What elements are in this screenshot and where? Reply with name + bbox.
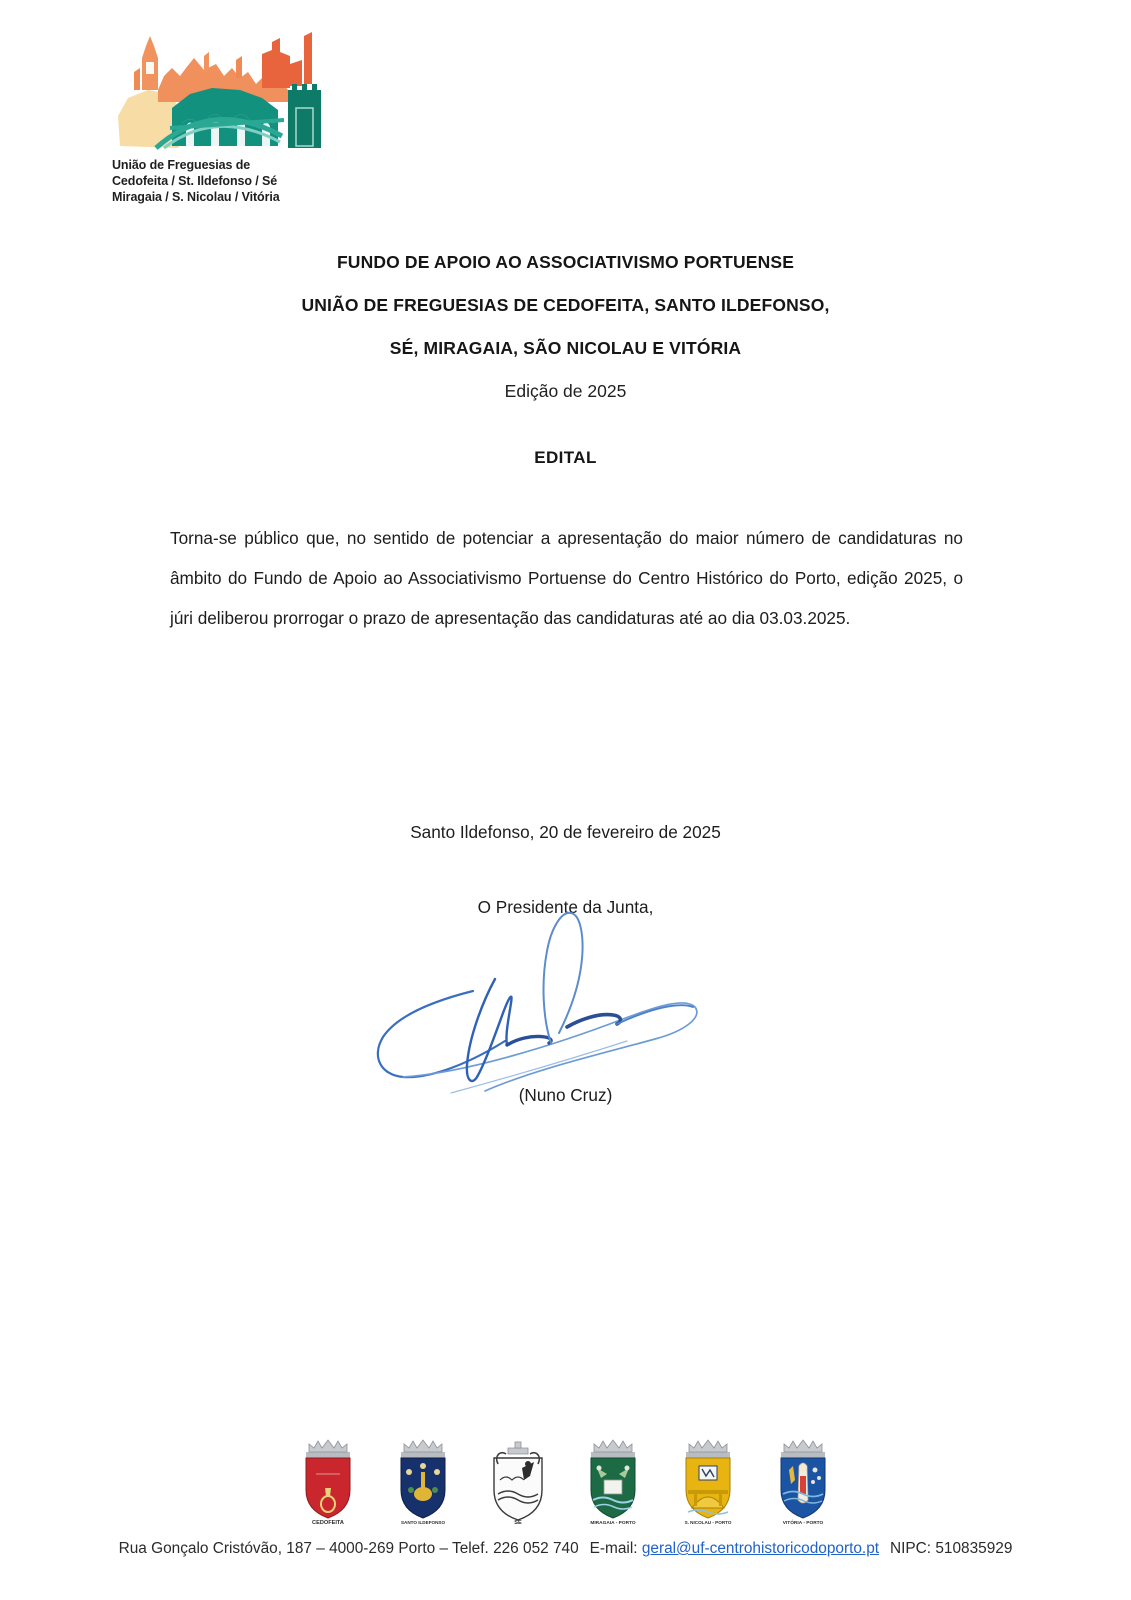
footer-contact-line xyxy=(0,1540,1131,1558)
document-type-heading: EDITAL xyxy=(534,448,597,467)
parish-crests-row xyxy=(0,1428,1131,1526)
footer-email-label: E-mail: xyxy=(589,1540,638,1557)
logo-caption xyxy=(112,158,352,206)
crest-label-cedofeita: CEDOFEITA xyxy=(312,1520,344,1526)
crest-vitoria-icon xyxy=(767,1428,839,1526)
header-title-line-1: FUNDO DE APOIO AO ASSOCIATIVISMO PORTUENSE xyxy=(336,252,795,272)
document-header-titles xyxy=(0,252,1131,402)
footer-email-link[interactable]: geral@uf-centrohistoricodoporto.pt xyxy=(641,1540,880,1557)
header-edition: Edição de 2025 xyxy=(504,381,627,401)
crest-label-se: SÉ xyxy=(514,1520,522,1526)
handwritten-signature xyxy=(355,895,715,1100)
crest-se-icon xyxy=(482,1428,554,1526)
crest-label-miragaia: MIRAGAIA - PORTO xyxy=(590,1521,636,1526)
footer-address: Rua Gonçalo Cristóvão, 187 – 4000-269 Porto – Telef. 226 052 740 xyxy=(118,1540,579,1557)
logo-caption-line-2: Cedofeita / St. Ildefonso / Sé xyxy=(112,173,278,188)
crest-miragaia-icon xyxy=(577,1428,649,1526)
porto-skyline-logo-icon xyxy=(112,28,327,150)
crest-label-vitoria: VITÓRIA - PORTO xyxy=(782,1521,824,1526)
crest-santo-ildefonso-icon xyxy=(387,1428,459,1526)
body-paragraph: Torna-se público que, no sentido de potenciar a apresentação do maior número de candidaturas no âmbito do Fundo de Apoio ao Associativismo Portuense do Centro Histórico do Porto, edição 2025, o júri deliberou prorrogar o prazo de apresentação das candidaturas até ao dia 03.03.2025. xyxy=(170,528,963,628)
crest-sao-nicolau-icon xyxy=(672,1428,744,1526)
signatory-title: O Presidente da Junta, xyxy=(477,897,654,917)
crest-label-santo-ildefonso: SANTO ILDEFONSO xyxy=(400,1520,446,1525)
logo-caption-line-1: União de Freguesias de xyxy=(112,158,251,172)
crest-label-sao-nicolau: S. NICOLAU - PORTO xyxy=(684,1520,732,1525)
organization-logo-block xyxy=(112,28,352,206)
header-title-line-2: UNIÃO DE FREGUESIAS DE CEDOFEITA, SANTO ILDEFONSO, xyxy=(301,295,830,315)
crest-cedofeita-icon xyxy=(292,1428,364,1526)
signatory-name: (Nuno Cruz) xyxy=(518,1085,613,1105)
header-title-line-3: SÉ, MIRAGAIA, SÃO NICOLAU E VITÓRIA xyxy=(389,338,742,358)
document-body xyxy=(170,518,963,638)
place-and-date: Santo Ildefonso, 20 de fevereiro de 2025 xyxy=(410,822,721,842)
footer-nipc: NIPC: 510835929 xyxy=(890,1540,1013,1557)
logo-caption-line-3: Miragaia / S. Nicolau / Vitória xyxy=(112,189,280,204)
